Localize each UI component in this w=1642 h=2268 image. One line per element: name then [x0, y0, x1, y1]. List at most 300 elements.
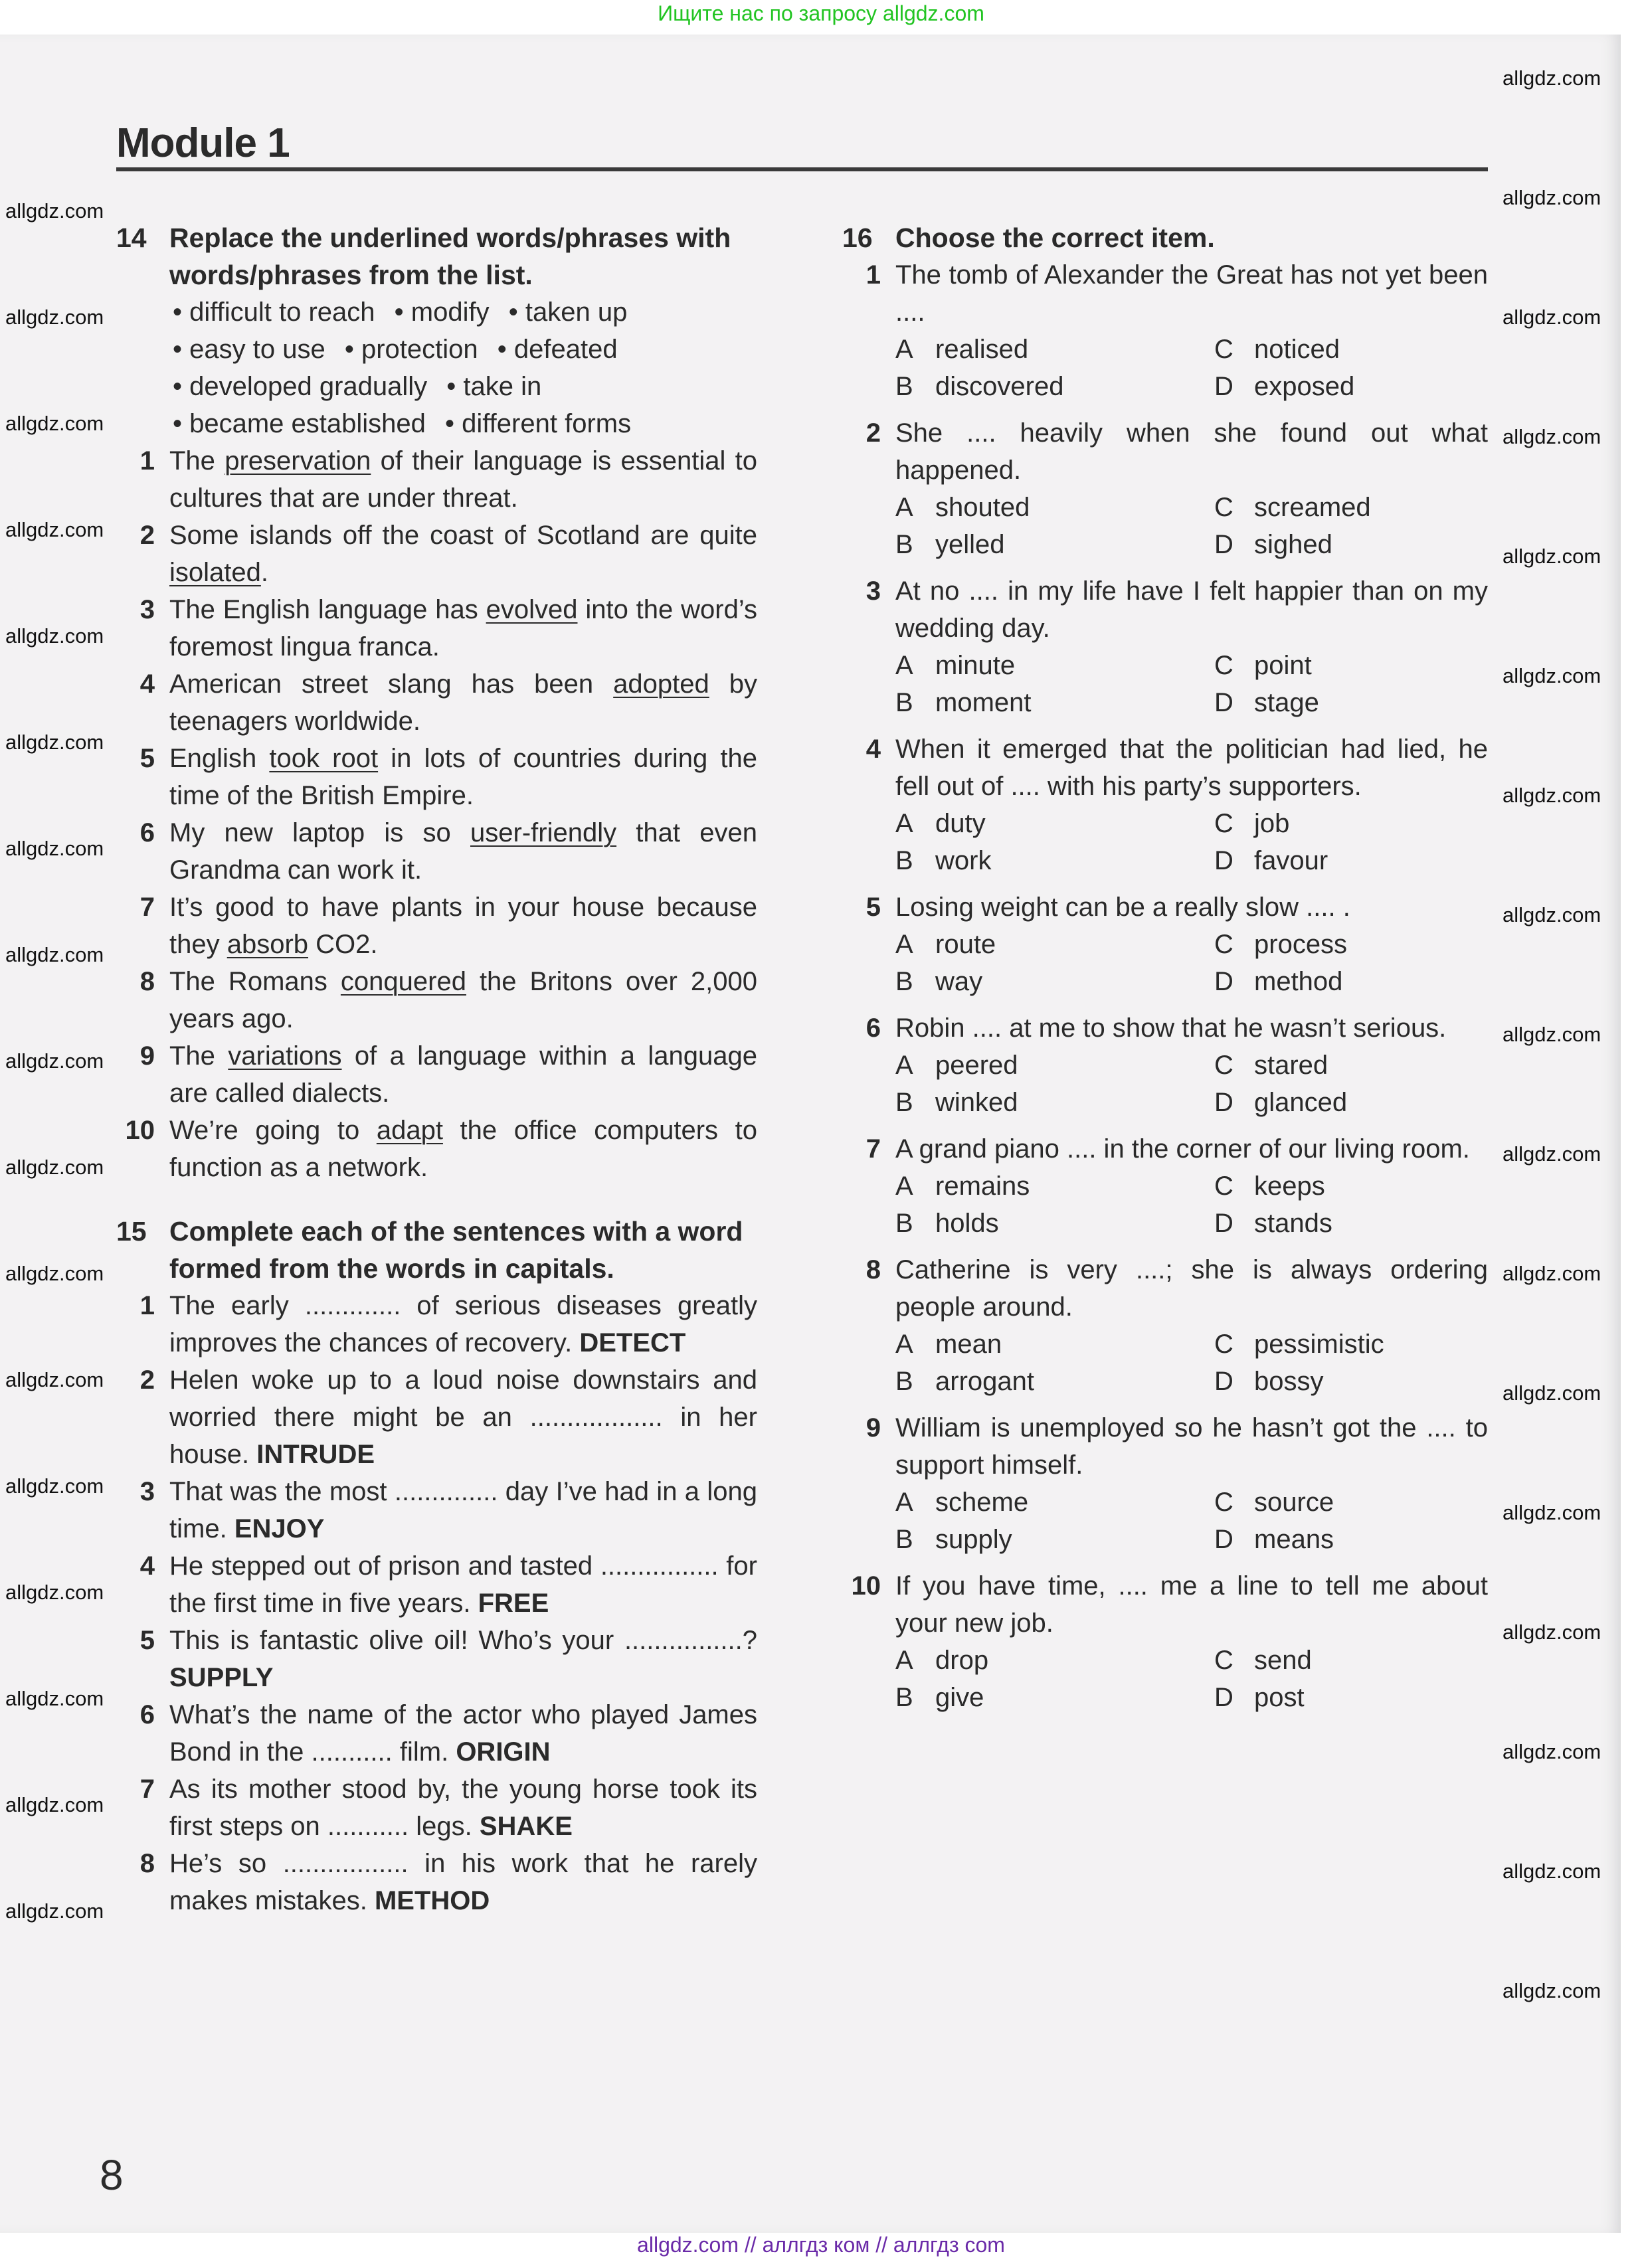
- word-list-text: defeated: [513, 335, 618, 364]
- option-text[interactable]: job: [1254, 809, 1290, 838]
- exercise-item: [116, 665, 757, 740]
- exercise-item: [116, 1037, 757, 1112]
- capital-keyword: FREE: [478, 1589, 549, 1618]
- option-letter[interactable]: C: [1214, 809, 1233, 838]
- option-letter[interactable]: D: [1214, 1088, 1233, 1117]
- underlined-phrase: adopted: [613, 669, 709, 699]
- option-letter[interactable]: D: [1214, 372, 1233, 401]
- exercise-item: [116, 814, 757, 889]
- option-text[interactable]: holds: [935, 1209, 999, 1238]
- watermark: allgdz.com: [1503, 1860, 1601, 1883]
- sentence-text: This is fantastic olive oil! Who’s your ................?: [169, 1626, 757, 1655]
- exercise-items: [116, 1287, 757, 1919]
- option-letter[interactable]: A: [895, 1051, 913, 1080]
- word-list-text: developed gradually: [189, 372, 428, 401]
- item-number: 4: [139, 1551, 155, 1581]
- question: [842, 256, 1488, 405]
- capital-keyword: SHAKE: [479, 1812, 573, 1841]
- question-stem: [842, 1567, 1488, 1642]
- option-letter[interactable]: B: [895, 846, 913, 875]
- item-text: [169, 1771, 757, 1845]
- option-text[interactable]: give: [935, 1683, 984, 1712]
- option-letter[interactable]: C: [1214, 651, 1233, 680]
- watermark: allgdz.com: [1503, 545, 1601, 568]
- option-letter[interactable]: A: [895, 1646, 913, 1675]
- item-text: [169, 1547, 757, 1622]
- item-text: [169, 517, 757, 591]
- answer-options: [842, 489, 1488, 563]
- watermark: allgdz.com: [5, 1474, 104, 1498]
- option-letter[interactable]: B: [895, 1367, 913, 1396]
- watermark: allgdz.com: [5, 1368, 104, 1391]
- exercise-item: [116, 1547, 757, 1622]
- option-text[interactable]: minute: [935, 651, 1016, 680]
- question: [842, 1130, 1488, 1242]
- item-text: [169, 665, 757, 740]
- item-number: 10: [125, 1116, 155, 1145]
- item-text-before: We’re going to: [169, 1116, 377, 1145]
- item-text-after: of their language is essential to cultures that are under threat.: [169, 446, 757, 513]
- option-text[interactable]: sighed: [1254, 530, 1332, 559]
- option-text[interactable]: stands: [1254, 1209, 1332, 1238]
- option-text[interactable]: route: [935, 930, 996, 959]
- option-letter[interactable]: D: [1214, 846, 1233, 875]
- exercise-number: 15: [116, 1216, 147, 1247]
- option-text[interactable]: exposed: [1254, 372, 1355, 401]
- underlined-phrase: user-friendly: [470, 818, 617, 847]
- page-number: 8: [100, 2151, 124, 2199]
- word-list-item: • modify: [394, 298, 490, 327]
- item-text-after: that even Grandma can work it.: [169, 818, 758, 885]
- word-list-item: • take in: [446, 372, 542, 401]
- item-number: 5: [139, 744, 155, 773]
- question-number: 9: [866, 1413, 881, 1442]
- option-text[interactable]: post: [1254, 1683, 1305, 1712]
- option-letter[interactable]: D: [1214, 1525, 1233, 1554]
- watermark: allgdz.com: [1503, 1262, 1601, 1285]
- question-number: 4: [866, 735, 881, 764]
- item-text: [169, 591, 757, 665]
- watermark: allgdz.com: [5, 1581, 104, 1604]
- option-text[interactable]: supply: [935, 1525, 1012, 1554]
- question: [842, 572, 1488, 721]
- question-number: 5: [866, 893, 881, 922]
- exercise-item: [116, 889, 757, 963]
- question-number: 3: [866, 576, 881, 606]
- question: [842, 1409, 1488, 1558]
- question-stem: [842, 572, 1488, 647]
- item-text: [169, 1473, 757, 1547]
- capital-keyword: ENJOY: [234, 1514, 325, 1543]
- watermark: allgdz.com: [5, 1793, 104, 1816]
- item-number: 6: [139, 818, 155, 847]
- word-list-text: easy to use: [189, 335, 325, 364]
- question-text: A grand piano .... in the corner of our living room.: [895, 1134, 1470, 1164]
- sentence-text: He stepped out of prison and tasted ................ for the first time in five years.: [169, 1551, 757, 1618]
- option-text[interactable]: favour: [1254, 846, 1328, 875]
- option-text[interactable]: glanced: [1254, 1088, 1348, 1117]
- watermark: allgdz.com: [5, 1687, 104, 1710]
- exercise-item: [116, 1473, 757, 1547]
- option-text[interactable]: source: [1254, 1488, 1334, 1517]
- watermark: allgdz.com: [5, 199, 104, 222]
- title-rule: [116, 167, 1488, 171]
- word-list-text: protection: [361, 335, 478, 364]
- exercise-item: [116, 1361, 757, 1473]
- exercise-instruction: Replace the underlined words/phrases with words/phrases from the list.: [169, 222, 731, 290]
- underlined-phrase: absorb: [227, 930, 309, 959]
- exercise-header: [116, 1213, 757, 1287]
- item-text: [169, 1622, 757, 1696]
- item-number: 8: [139, 967, 155, 996]
- option-text[interactable]: means: [1254, 1525, 1334, 1554]
- option-letter[interactable]: A: [895, 1330, 913, 1359]
- word-list-item: • easy to use: [173, 335, 325, 364]
- option-text[interactable]: stared: [1254, 1051, 1328, 1080]
- option-text[interactable]: stage: [1254, 688, 1319, 717]
- exercise-item: [116, 1771, 757, 1845]
- exercise-item: [116, 1112, 757, 1186]
- word-list-item: • taken up: [508, 298, 628, 327]
- item-number: 5: [139, 1626, 155, 1655]
- underlined-phrase: evolved: [486, 595, 578, 624]
- option-letter[interactable]: C: [1214, 335, 1233, 364]
- option-text[interactable]: point: [1254, 651, 1312, 680]
- watermark: allgdz.com: [1503, 1023, 1601, 1046]
- item-text-before: It’s good to have plants in your house because they: [169, 893, 757, 959]
- question-text: Losing weight can be a really slow .... .: [895, 893, 1350, 922]
- option-text[interactable]: peered: [935, 1051, 1018, 1080]
- option-letter[interactable]: B: [895, 1209, 913, 1238]
- item-text: [169, 814, 757, 889]
- watermark: allgdz.com: [1503, 66, 1601, 90]
- word-list: [116, 294, 757, 442]
- item-number: 2: [139, 521, 155, 550]
- exercise-item: [116, 442, 757, 517]
- option-letter[interactable]: A: [895, 930, 913, 959]
- exercise-item: [116, 517, 757, 591]
- watermark: allgdz.com: [1503, 1142, 1601, 1166]
- question-stem: [842, 1130, 1488, 1168]
- option-text[interactable]: noticed: [1254, 335, 1340, 364]
- item-text: [169, 1696, 757, 1771]
- answer-options: [842, 926, 1488, 1000]
- option-text[interactable]: method: [1254, 967, 1343, 996]
- option-letter[interactable]: A: [895, 809, 913, 838]
- item-text: [169, 442, 757, 517]
- word-list-text: taken up: [525, 298, 628, 327]
- option-letter[interactable]: C: [1214, 930, 1233, 959]
- underlined-phrase: conquered: [340, 967, 466, 996]
- item-text-before: The: [169, 446, 225, 476]
- option-text[interactable]: drop: [935, 1646, 989, 1675]
- answer-options: [842, 1168, 1488, 1242]
- option-text[interactable]: shouted: [935, 493, 1030, 522]
- item-text-after: of a language within a language are called dialects.: [169, 1041, 758, 1108]
- item-text-before: My new laptop is so: [169, 818, 470, 847]
- question-number: 2: [866, 418, 881, 448]
- question-number: 1: [866, 260, 881, 290]
- exercise-item: [116, 1696, 757, 1771]
- option-text[interactable]: realised: [935, 335, 1029, 364]
- exercise-header: [842, 219, 1488, 256]
- watermark: allgdz.com: [1503, 1620, 1601, 1644]
- question-number: 10: [851, 1571, 881, 1601]
- word-list-item: • different forms: [445, 409, 632, 438]
- question: [842, 889, 1488, 1000]
- word-list-item: • developed gradually: [173, 372, 428, 401]
- question-stem: [842, 1009, 1488, 1047]
- option-text[interactable]: bossy: [1254, 1367, 1324, 1396]
- sentence-text: Helen woke up to a loud noise downstairs and worried there might be an .................. in her house.: [169, 1365, 757, 1469]
- answer-options: [842, 331, 1488, 405]
- question-number: 6: [866, 1013, 881, 1043]
- sentence-text: That was the most .............. day I’ve had in a long time.: [169, 1477, 757, 1543]
- word-list-text: difficult to reach: [189, 298, 375, 327]
- watermark: allgdz.com: [5, 518, 104, 541]
- question: [842, 1251, 1488, 1400]
- item-text-after: .: [260, 558, 268, 587]
- word-list-item: • protection: [344, 335, 478, 364]
- watermark: allgdz.com: [1503, 1381, 1601, 1405]
- exercise-item: [116, 1622, 757, 1696]
- answer-options: [842, 805, 1488, 879]
- option-letter[interactable]: B: [895, 372, 913, 401]
- answer-options: [842, 647, 1488, 721]
- exercise-item: [116, 591, 757, 665]
- watermark: allgdz.com: [5, 624, 104, 648]
- underlined-phrase: adapt: [376, 1116, 443, 1145]
- exercise-16: [842, 219, 1488, 1716]
- left-column: [116, 219, 757, 1919]
- watermark: allgdz.com: [5, 305, 104, 329]
- option-letter[interactable]: C: [1214, 1172, 1233, 1201]
- item-text-before: The: [169, 1041, 228, 1071]
- item-text: [169, 740, 757, 814]
- item-text: [169, 1361, 757, 1473]
- option-letter[interactable]: D: [1214, 688, 1233, 717]
- underlined-phrase: preservation: [225, 446, 371, 476]
- word-list-item: • difficult to reach: [173, 298, 375, 327]
- exercise-instruction: Complete each of the sentences with a word formed from the words in capitals.: [169, 1216, 743, 1284]
- question-number: 8: [866, 1255, 881, 1284]
- option-text[interactable]: winked: [935, 1088, 1018, 1117]
- watermark: allgdz.com: [5, 731, 104, 754]
- option-letter[interactable]: A: [895, 493, 913, 522]
- answer-options: [842, 1047, 1488, 1121]
- question-text: When it emerged that the politician had lied, he fell out of .... with his party’s supporters.: [895, 735, 1488, 801]
- option-text[interactable]: mean: [935, 1330, 1002, 1359]
- option-letter[interactable]: C: [1214, 1330, 1233, 1359]
- item-number: 7: [139, 1775, 155, 1804]
- question-text: William is unemployed so he hasn’t got the .... to support himself.: [895, 1413, 1488, 1480]
- word-list-text: became established: [189, 409, 426, 438]
- watermark: allgdz.com: [1503, 1501, 1601, 1524]
- option-text[interactable]: yelled: [935, 530, 1005, 559]
- watermark: allgdz.com: [5, 943, 104, 966]
- answer-options: [842, 1484, 1488, 1558]
- module-title: Module 1: [116, 120, 290, 166]
- option-letter[interactable]: A: [895, 1172, 913, 1201]
- option-letter[interactable]: A: [895, 651, 913, 680]
- question-stem: [842, 414, 1488, 489]
- item-number: 7: [139, 893, 155, 922]
- option-letter[interactable]: B: [895, 688, 913, 717]
- question-text: The tomb of Alexander the Great has not yet been ....: [895, 260, 1488, 327]
- item-text-after: the office computers to function as a network.: [169, 1116, 757, 1182]
- question-text: Catherine is very ....; she is always ordering people around.: [895, 1255, 1488, 1322]
- option-text[interactable]: screamed: [1254, 493, 1371, 522]
- item-number: 9: [139, 1041, 155, 1071]
- answer-options: [842, 1326, 1488, 1400]
- exercise-header: [116, 219, 757, 294]
- exercise-items: [842, 256, 1488, 1716]
- option-letter[interactable]: B: [895, 1088, 913, 1117]
- question: [842, 414, 1488, 563]
- item-text: [169, 963, 757, 1037]
- exercise-number: 16: [842, 222, 873, 253]
- item-text-after: into the word’s foremost lingua franca.: [169, 595, 757, 661]
- option-text[interactable]: work: [935, 846, 992, 875]
- option-letter[interactable]: D: [1214, 1367, 1233, 1396]
- option-text[interactable]: moment: [935, 688, 1032, 717]
- option-letter[interactable]: D: [1214, 1683, 1233, 1712]
- sentence-text: The early ............. of serious diseases greatly improves the chances of recovery.: [169, 1291, 757, 1357]
- capital-keyword: INTRUDE: [256, 1440, 375, 1469]
- capital-keyword: ORIGIN: [456, 1737, 551, 1767]
- watermark: allgdz.com: [1503, 903, 1601, 926]
- question-stem: [842, 1409, 1488, 1484]
- exercise-item: [116, 963, 757, 1037]
- question: [842, 1567, 1488, 1716]
- option-text[interactable]: duty: [935, 809, 986, 838]
- underlined-phrase: took root: [269, 744, 379, 773]
- item-text-before: The English language has: [169, 595, 486, 624]
- word-list-text: different forms: [462, 409, 632, 438]
- item-number: 3: [139, 595, 155, 624]
- item-text-after: by teenagers worldwide.: [169, 669, 758, 736]
- option-letter[interactable]: C: [1214, 493, 1233, 522]
- watermark: allgdz.com: [1503, 784, 1601, 807]
- item-text: [169, 1037, 757, 1112]
- option-letter[interactable]: D: [1214, 1209, 1233, 1238]
- option-letter[interactable]: B: [895, 1683, 913, 1712]
- underlined-phrase: isolated: [169, 558, 261, 587]
- exercise-15: [116, 1213, 757, 1919]
- sentence-text: What’s the name of the actor who played James Bond in the ........... film.: [169, 1700, 757, 1767]
- option-text[interactable]: remains: [935, 1172, 1030, 1201]
- item-text: [169, 1845, 757, 1919]
- question: [842, 1009, 1488, 1121]
- option-text[interactable]: discovered: [935, 372, 1064, 401]
- item-text: [169, 889, 757, 963]
- option-text[interactable]: pessimistic: [1254, 1330, 1384, 1359]
- answer-options: [842, 1642, 1488, 1716]
- watermark: allgdz.com: [5, 1899, 104, 1923]
- item-number: 3: [139, 1477, 155, 1506]
- option-letter[interactable]: C: [1214, 1646, 1233, 1675]
- question: [842, 731, 1488, 879]
- item-text-before: English: [169, 744, 270, 773]
- item-text-after: CO2.: [308, 930, 378, 959]
- watermark: allgdz.com: [1503, 1740, 1601, 1763]
- item-text-before: Some islands off the coast of Scotland are quite: [169, 521, 757, 550]
- exercise-number: 14: [116, 222, 147, 253]
- watermark: allgdz.com: [1503, 186, 1601, 209]
- question-stem: [842, 731, 1488, 805]
- option-text[interactable]: send: [1254, 1646, 1312, 1675]
- option-text[interactable]: arrogant: [935, 1367, 1034, 1396]
- item-number: 2: [139, 1365, 155, 1395]
- item-text-before: American street slang has been: [169, 669, 614, 699]
- capital-keyword: DETECT: [579, 1328, 686, 1357]
- item-number: 6: [139, 1700, 155, 1729]
- item-number: 4: [139, 669, 155, 699]
- option-letter[interactable]: B: [895, 967, 913, 996]
- option-letter[interactable]: A: [895, 335, 913, 364]
- option-letter[interactable]: C: [1214, 1051, 1233, 1080]
- option-text[interactable]: keeps: [1254, 1172, 1325, 1201]
- capital-keyword: SUPPLY: [169, 1663, 274, 1692]
- question-text: Robin .... at me to show that he wasn’t serious.: [895, 1013, 1447, 1043]
- sentence-text: He’s so ................. in his work that he rarely makes mistakes.: [169, 1849, 757, 1915]
- question-number: 7: [866, 1134, 881, 1164]
- word-list-text: take in: [463, 372, 542, 401]
- watermark: allgdz.com: [1503, 1979, 1601, 2002]
- watermark: allgdz.com: [5, 1156, 104, 1179]
- item-text: [169, 1112, 757, 1186]
- option-text[interactable]: process: [1254, 930, 1348, 959]
- item-text-before: The Romans: [169, 967, 341, 996]
- question-stem: [842, 889, 1488, 926]
- option-letter[interactable]: A: [895, 1488, 913, 1517]
- option-letter[interactable]: B: [895, 1525, 913, 1554]
- item-text-after: in lots of countries during the time of the British Empire.: [169, 744, 757, 810]
- underlined-phrase: variations: [228, 1041, 342, 1071]
- sentence-text: As its mother stood by, the young horse took its first steps on ........... legs.: [169, 1775, 757, 1841]
- option-letter[interactable]: D: [1214, 967, 1233, 996]
- exercise-item: [116, 1845, 757, 1919]
- watermark: allgdz.com: [5, 1262, 104, 1285]
- watermark: allgdz.com: [1503, 305, 1601, 329]
- watermark: allgdz.com: [1503, 425, 1601, 448]
- item-text-after: the Britons over 2,000 years ago.: [169, 967, 757, 1033]
- footer-links[interactable]: allgdz.com // аллгдз ком // аллгдз com: [637, 2233, 1005, 2257]
- item-number: 1: [139, 446, 155, 476]
- item-number: 8: [139, 1849, 155, 1878]
- promo-banner: Ищите нас по запросу allgdz.com: [658, 1, 984, 25]
- option-text[interactable]: scheme: [935, 1488, 1029, 1517]
- word-list-text: modify: [410, 298, 490, 327]
- exercise-items: [116, 442, 757, 1186]
- item-number: 1: [139, 1291, 155, 1320]
- watermark: allgdz.com: [5, 412, 104, 435]
- question-text: At no .... in my life have I felt happier than on my wedding day.: [895, 576, 1488, 643]
- question-text: She .... heavily when she found out what happened.: [895, 418, 1488, 485]
- watermark: allgdz.com: [5, 1049, 104, 1073]
- option-letter[interactable]: C: [1214, 1488, 1233, 1517]
- option-letter[interactable]: D: [1214, 530, 1233, 559]
- watermark: allgdz.com: [5, 837, 104, 860]
- capital-keyword: METHOD: [374, 1886, 490, 1915]
- question-text: If you have time, .... me a line to tell me about your new job.: [895, 1571, 1488, 1638]
- exercise-instruction: Choose the correct item.: [895, 222, 1215, 253]
- word-list-item: • became established: [173, 409, 426, 438]
- option-text[interactable]: way: [935, 967, 983, 996]
- option-letter[interactable]: B: [895, 530, 913, 559]
- question-stem: [842, 1251, 1488, 1326]
- watermark: allgdz.com: [1503, 664, 1601, 687]
